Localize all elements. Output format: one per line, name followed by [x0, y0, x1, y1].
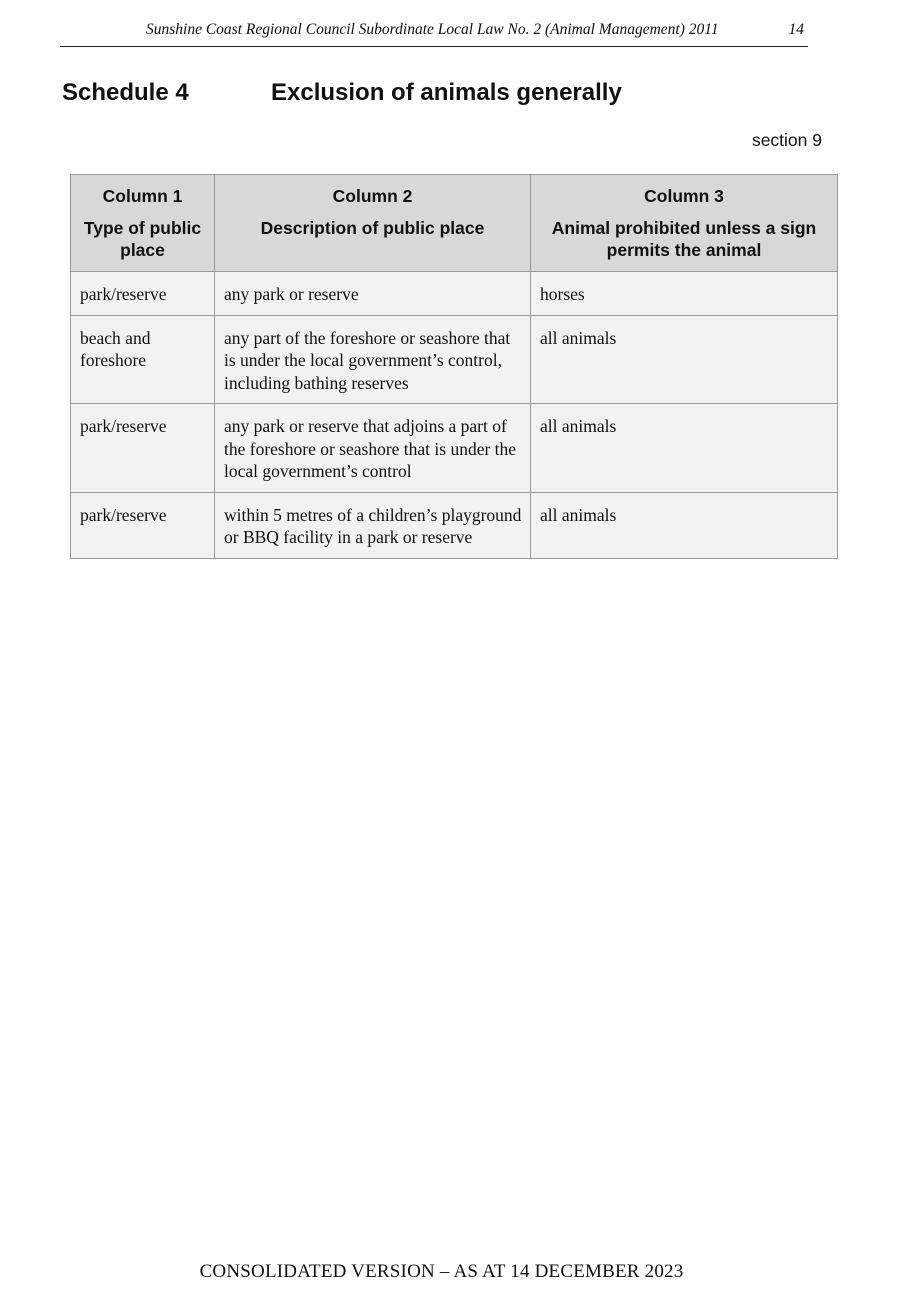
column-description: Animal prohibited unless a sign permits the animal [551, 218, 817, 260]
column-number: Column 3 [644, 186, 724, 206]
page-number: 14 [788, 21, 804, 38]
column-1-header [71, 175, 215, 272]
table-cell: horses [531, 272, 838, 316]
section-reference: section 9 [751, 130, 822, 150]
table-row [71, 492, 838, 558]
table-row [71, 272, 838, 316]
table-row [71, 315, 838, 404]
column-3-header [531, 175, 838, 272]
column-number: Column 2 [332, 186, 413, 206]
table-cell: beach and foreshore [71, 315, 215, 404]
column-description: Type of public place [83, 218, 202, 260]
table-cell: all animals [531, 492, 838, 558]
table-cell: all animals [531, 404, 838, 493]
table-cell: all animals [531, 315, 838, 404]
table-cell: any park or reserve that adjoins a part of the foreshore or seashore that is under the local government’s control [215, 404, 531, 493]
running-header [60, 18, 808, 47]
header-title: Sunshine Coast Regional Council Subordinate Local Law No. 2 (Animal Management) 2011 [146, 21, 719, 38]
table-row [71, 404, 838, 493]
table-cell: park/reserve [71, 272, 215, 316]
table-cell: within 5 metres of a children’s playground or BBQ facility in a park or reserve [215, 492, 531, 558]
schedule-number: Schedule 4 [62, 79, 189, 106]
table-cell: any park or reserve [215, 272, 531, 316]
footer [0, 1261, 899, 1283]
column-number: Column 1 [102, 186, 183, 206]
table-cell: any part of the foreshore or seashore that is under the local government’s control, including bathing reserves [215, 315, 531, 404]
table-cell: park/reserve [71, 404, 215, 493]
table-cell: park/reserve [71, 492, 215, 558]
footer-text: CONSOLIDATED VERSION – AS AT 14 DECEMBER 2023 [199, 1261, 684, 1282]
table-header-row [71, 175, 838, 272]
column-description: Description of public place [260, 218, 485, 238]
column-2-header [215, 175, 531, 272]
schedule-title: Exclusion of animals generally [271, 79, 622, 106]
schedule-table [70, 174, 838, 559]
